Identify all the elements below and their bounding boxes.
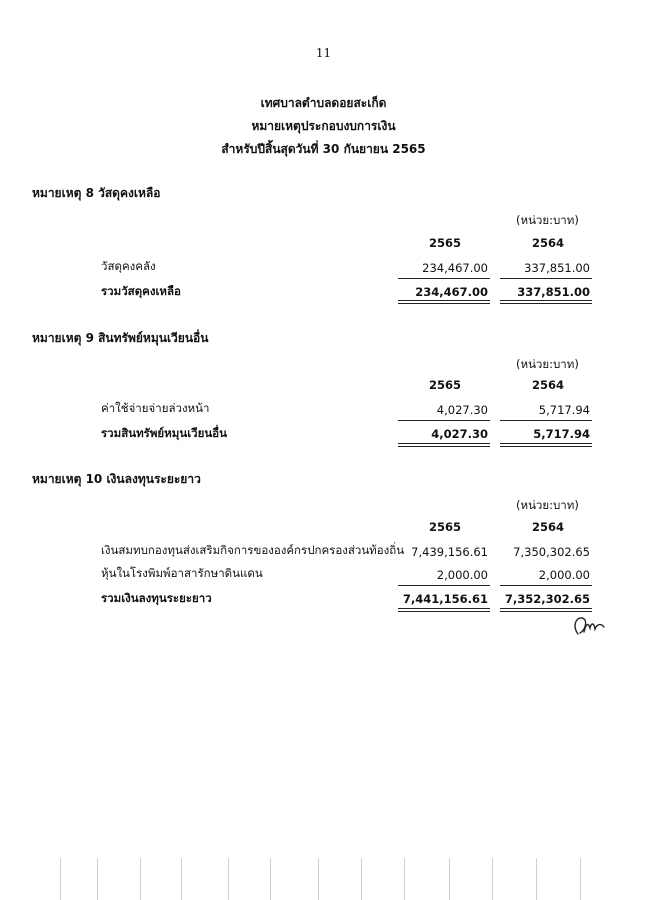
unit-label: (หน่วย:บาท) [516,498,579,512]
year-header-2564: 2564 [531,520,564,534]
unit-label: (หน่วย:บาท) [516,357,579,371]
document-title: หมายเหตุประกอบงบการเงิน [251,119,396,133]
total-value-2564: 5,717.94 [533,427,590,441]
year-header-2565: 2565 [428,378,461,392]
row-value-2564: 5,717.94 [538,403,590,417]
row-value-2565: 234,467.00 [422,261,488,275]
row-label: หุ้นในโรงพิมพ์อาสารักษาดินแดน [101,566,263,580]
row-label: ค่าใช้จ่ายจ่ายล่วงหน้า [101,401,210,415]
row-label: วัสดุคงคลัง [101,259,156,273]
handwritten-initials [570,614,610,640]
total-double-rule [500,608,592,612]
total-double-rule [398,608,490,612]
row-label: เงินสมทบกองทุนส่งเสริมกิจการขององค์กรปกครองส่วนท้องถิ่น [101,543,405,557]
total-label: รวมวัสดุคงเหลือ [101,284,181,298]
row-value-2564: 7,350,302.65 [513,545,590,559]
organization-name: เทศบาลตำบลดอยสะเก็ด [260,96,387,110]
subtotal-rule [398,420,490,421]
unit-label: (หน่วย:บาท) [516,213,579,227]
subtotal-rule [398,278,490,279]
year-header-2565: 2565 [428,520,461,534]
subtotal-rule [500,278,592,279]
page-number: 11 [315,46,332,60]
total-double-rule [398,300,490,304]
row-value-2564: 337,851.00 [524,261,590,275]
total-value-2565: 4,027.30 [431,427,488,441]
subtotal-rule [398,585,490,586]
total-label: รวมสินทรัพย์หมุนเวียนอื่น [101,426,227,440]
year-header-2565: 2565 [428,236,461,250]
period-statement: สำหรับปีสิ้นสุดวันที่ 30 กันยายน 2565 [221,142,426,156]
total-value-2564: 337,851.00 [517,285,590,299]
note-title: หมายเหตุ 8 วัสดุคงเหลือ [32,186,161,200]
row-value-2565: 4,027.30 [436,403,488,417]
row-value-2564: 2,000.00 [538,568,590,582]
note-title: หมายเหตุ 9 สินทรัพย์หมุนเวียนอื่น [32,331,209,345]
total-label: รวมเงินลงทุนระยะยาว [101,591,212,605]
row-value-2565: 7,439,156.61 [411,545,488,559]
total-double-rule [500,443,592,447]
total-value-2564: 7,352,302.65 [504,592,590,606]
total-double-rule [500,300,592,304]
subtotal-rule [500,585,592,586]
subtotal-rule [500,420,592,421]
year-header-2564: 2564 [531,236,564,250]
year-header-2564: 2564 [531,378,564,392]
total-double-rule [398,443,490,447]
note-title: หมายเหตุ 10 เงินลงทุนระยะยาว [32,472,201,486]
total-value-2565: 234,467.00 [415,285,488,299]
row-value-2565: 2,000.00 [436,568,488,582]
total-value-2565: 7,441,156.61 [402,592,488,606]
